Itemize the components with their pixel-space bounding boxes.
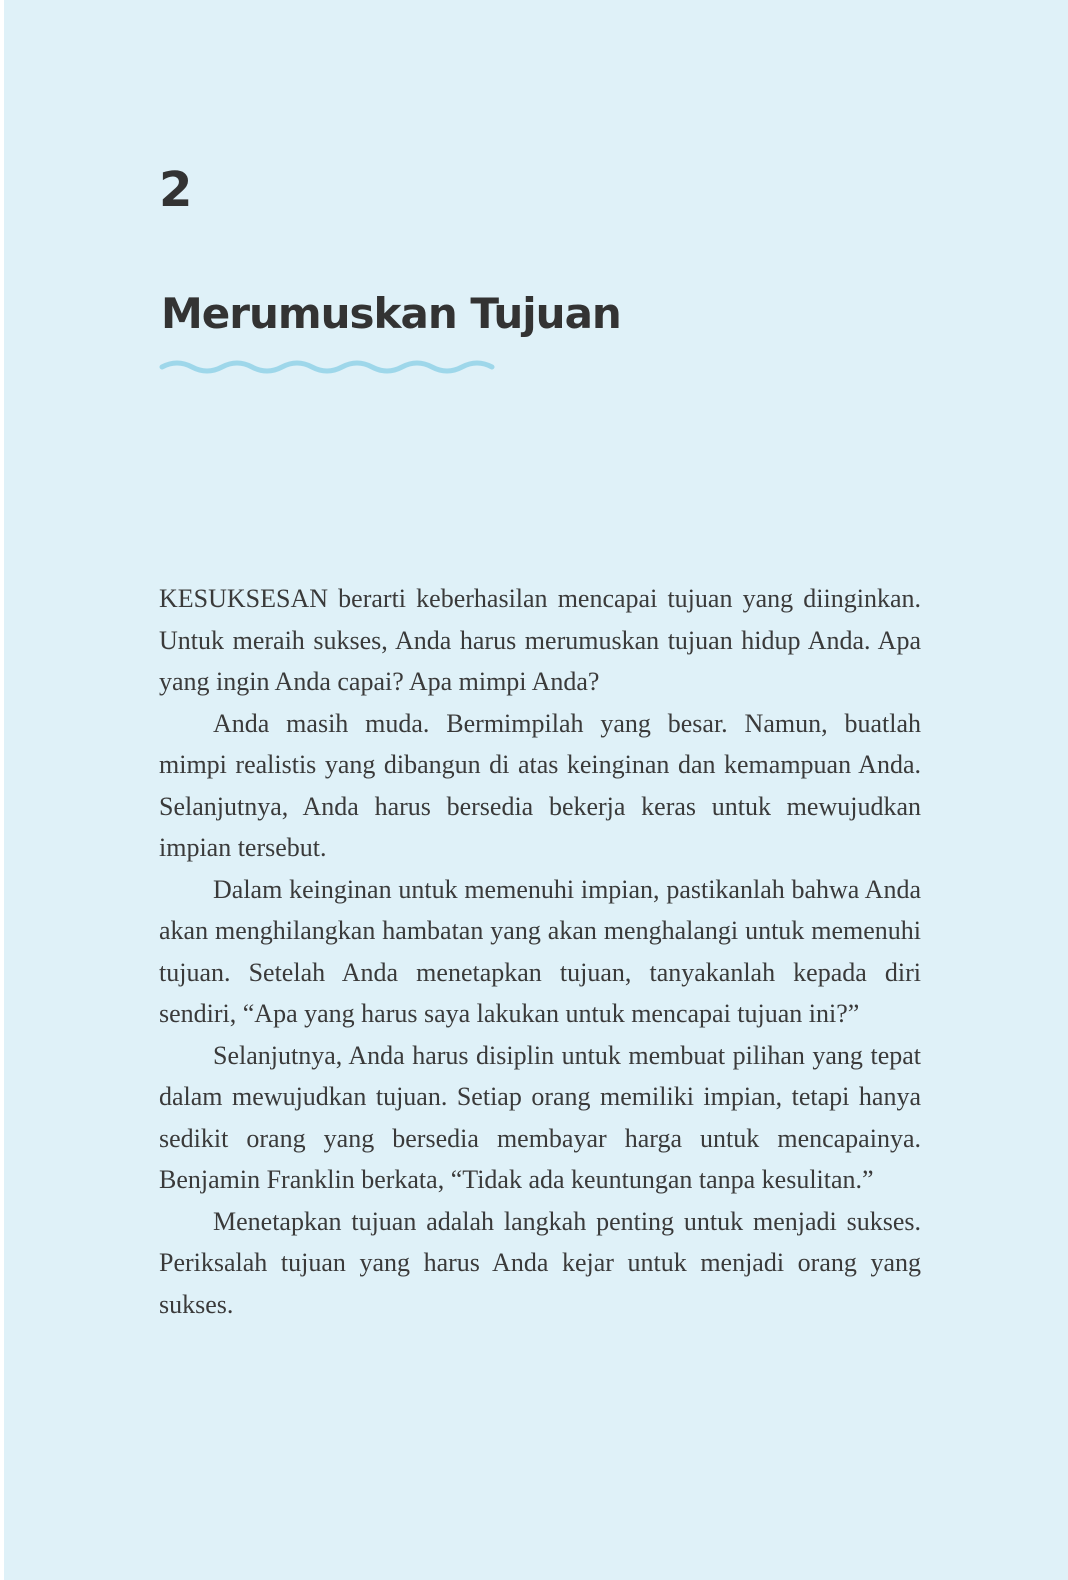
- wave-divider-icon: [157, 355, 497, 385]
- paragraph-2: Anda masih muda. Bermimpilah yang besar. Namun, buatlah mimpi realistis yang dibangun di atas keinginan dan kemampuan Anda. Selanjutnya, Anda harus bersedia bekerja keras untuk mewujudkan impian tersebut.: [159, 708, 921, 862]
- paragraph-1: KESUKSESAN berarti keberhasilan mencapai tujuan yang diinginkan. Untuk meraih sukses, Anda harus merumuskan tujuan hidup Anda. Apa yang ingin Anda capai? Apa mimpi Anda?: [159, 584, 921, 696]
- chapter-number: 2: [159, 162, 193, 218]
- book-page: [4, 0, 1068, 1580]
- body-text: [159, 578, 921, 1325]
- paragraph-3: Dalam keinginan untuk memenuhi impian, pastikanlah bahwa Anda akan menghilangkan hambatan yang akan menghalangi untuk memenuhi tujuan. Setelah Anda menetapkan tujuan, tanyakanlah kepada diri sendiri, “Apa yang harus saya lakukan untuk mencapai tujuan ini?”: [159, 874, 921, 1028]
- paragraph-5: Menetapkan tujuan adalah langkah penting untuk menjadi sukses. Periksalah tujuan yang harus Anda kejar untuk menjadi orang yang sukses.: [159, 1206, 921, 1319]
- paragraph-4: Selanjutnya, Anda harus disiplin untuk membuat pilihan yang tepat dalam mewujudkan tujuan. Setiap orang memiliki impian, tetapi hanya sedikit orang yang bersedia membayar harga untuk mencapainya. Benjamin Franklin berkata, “Tidak ada keuntungan tanpa kesulitan.”: [159, 1040, 921, 1194]
- chapter-title: Merumuskan Tujuan: [161, 289, 621, 338]
